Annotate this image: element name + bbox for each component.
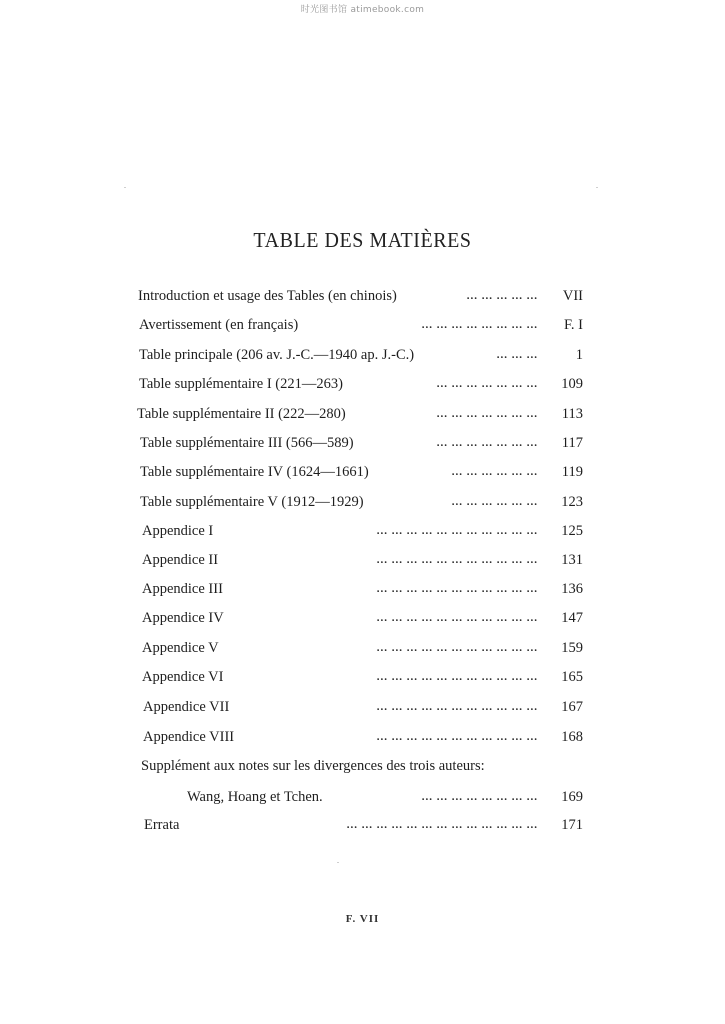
toc-entry-page: 171 <box>561 817 583 833</box>
toc-entry-label: Table principale (206 av. J.-C.—1940 ap. J.-C.) <box>139 347 415 363</box>
toc-entry <box>0 695 725 719</box>
toc-entry-page: 113 <box>561 406 583 422</box>
toc-entry-page: 168 <box>561 729 583 745</box>
toc-entry-page: 131 <box>561 552 583 568</box>
dot-leader: ... ... ... ... ... ... <box>451 496 538 508</box>
scan-speck <box>596 187 598 188</box>
toc-entry-page: 159 <box>561 640 583 656</box>
dot-leader: ... ... ... ... ... ... ... ... ... ... ... <box>376 583 538 595</box>
dot-leader: ... ... ... ... ... ... ... <box>436 408 538 420</box>
toc-entry-page: 1 <box>575 347 583 363</box>
toc-entry-page: 117 <box>561 435 583 451</box>
toc-entry-label: Appendice I <box>142 523 214 539</box>
scan-speck <box>337 862 339 863</box>
toc-entry-label: Appendice VI <box>142 669 224 685</box>
toc-entry-label: Appendice V <box>142 640 219 656</box>
toc-entry <box>0 490 725 514</box>
toc-entry-page: F. I <box>564 317 583 333</box>
toc-entry-page: 167 <box>561 699 583 715</box>
toc-entry-label: Appendice VII <box>143 699 230 715</box>
dot-leader: ... ... ... ... ... <box>466 290 538 302</box>
toc-entry-page: 125 <box>561 523 583 539</box>
toc-entry-label: Avertissement (en français) <box>139 317 299 333</box>
toc-entry-page: VII <box>562 288 583 304</box>
dot-leader: ... ... ... ... ... ... ... ... <box>421 791 538 803</box>
scan-speck <box>124 187 126 188</box>
toc-entry-label: Appendice IV <box>142 610 224 626</box>
dot-leader: ... ... ... ... ... ... ... ... ... ... ... <box>376 671 538 683</box>
dot-leader: ... ... ... ... ... ... ... ... ... ... ... <box>376 731 538 743</box>
toc-entry <box>0 606 725 630</box>
page-folio: F. VII <box>345 913 380 925</box>
dot-leader: ... ... ... ... ... ... ... ... ... ... ... <box>376 642 538 654</box>
toc-entry <box>0 636 725 660</box>
toc-entry-label: Appendice II <box>142 552 219 568</box>
toc-entry <box>0 284 725 308</box>
dot-leader: ... ... ... ... ... ... <box>451 466 538 478</box>
toc-entry-label: Table supplémentaire I (221—263) <box>139 376 343 392</box>
toc-entry <box>0 725 725 749</box>
toc-entry <box>0 813 725 837</box>
toc-entry-page: 165 <box>561 669 583 685</box>
toc-entry-label: Table supplémentaire III (566—589) <box>140 435 354 451</box>
toc-entry-page: 119 <box>561 464 583 480</box>
dot-leader: ... ... ... ... ... ... ... <box>436 378 538 390</box>
toc-entry <box>0 519 725 543</box>
toc-entry-label: Errata <box>144 817 180 833</box>
dot-leader: ... ... ... ... ... ... ... ... ... ... ... <box>376 554 538 566</box>
toc-entry-label: Appendice VIII <box>143 729 235 745</box>
dot-leader: ... ... ... ... ... ... ... ... <box>421 319 538 331</box>
toc-entry <box>0 402 725 426</box>
page-title: TABLE DES MATIÈRES <box>253 228 472 252</box>
toc-entry <box>0 785 725 809</box>
dot-leader: ... ... ... ... ... ... ... <box>436 437 538 449</box>
toc-entry-page: 147 <box>561 610 583 626</box>
toc-entry-label: Supplément aux notes sur les divergences des trois auteurs: <box>141 758 485 774</box>
toc-entry-label: Table supplémentaire IV (1624—1661) <box>140 464 369 480</box>
dot-leader: ... ... ... ... ... ... ... ... ... ... ... <box>376 612 538 624</box>
toc-entry <box>0 754 725 778</box>
table-of-contents <box>0 284 725 844</box>
toc-entry <box>0 665 725 689</box>
toc-entry-label: Wang, Hoang et Tchen. <box>187 789 323 805</box>
toc-entry-label: Table supplémentaire V (1912—1929) <box>140 494 364 510</box>
toc-entry <box>0 548 725 572</box>
toc-entry-page: 136 <box>561 581 583 597</box>
toc-entry-label: Table supplémentaire II (222—280) <box>137 406 346 422</box>
toc-entry <box>0 577 725 601</box>
toc-entry-page: 169 <box>561 789 583 805</box>
toc-entry <box>0 313 725 337</box>
toc-entry-page: 109 <box>561 376 583 392</box>
dot-leader: ... ... ... ... ... ... ... ... ... ... ... ... ... <box>346 819 538 831</box>
dot-leader: ... ... ... ... ... ... ... ... ... ... ... <box>376 701 538 713</box>
toc-entry-label: Appendice III <box>142 581 223 597</box>
dot-leader: ... ... ... ... ... ... ... ... ... ... ... <box>376 525 538 537</box>
toc-entry-label: Introduction et usage des Tables (en chinois) <box>138 288 397 304</box>
toc-entry-page: 123 <box>561 494 583 510</box>
toc-entry <box>0 431 725 455</box>
toc-entry <box>0 372 725 396</box>
toc-entry <box>0 460 725 484</box>
watermark-text: 时光图书馆 atimebook.com <box>300 5 425 15</box>
dot-leader: ... ... ... <box>496 349 538 361</box>
toc-entry <box>0 343 725 367</box>
